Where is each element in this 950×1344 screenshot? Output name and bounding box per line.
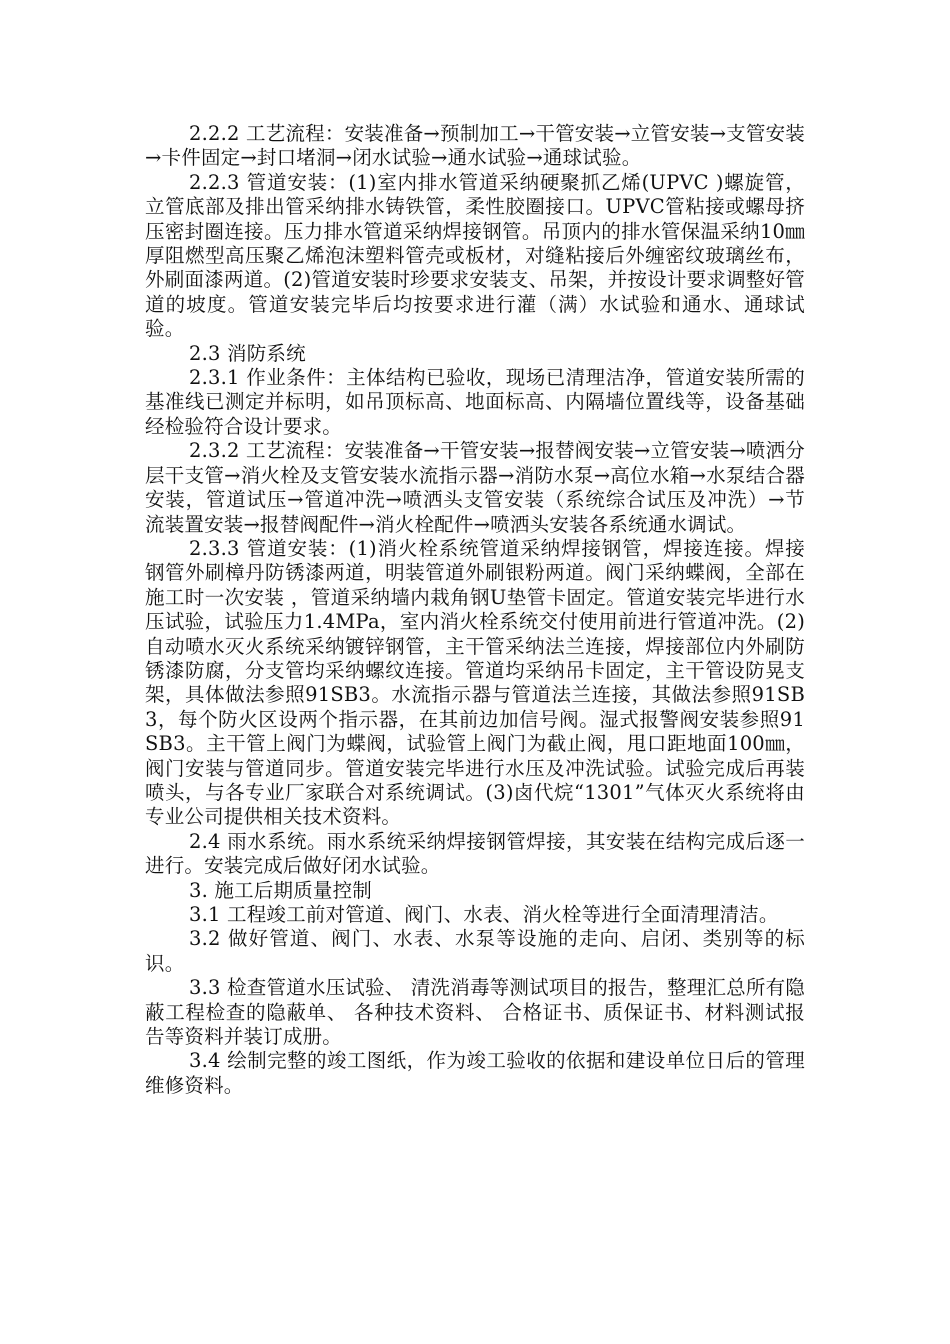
paragraph-2-2-3-pipe-installation: 2.2.3 管道安装：(1)室内排水管道采纳硬聚抓乙烯(UPVC )螺旋管，立管底部及排出管采纳排水铸铁管，柔性胶圈接口。UPVC管粘接或螺母挤压密封圈连接。压力排水管道采纳焊接钢管。吊顶内的排水管保温采纳10㎜厚阻燃型高压聚乙烯泡沫塑料管壳或板材，对缝粘接后外缠密纹玻璃丝布，外刷面漆两道。(2)管道安装时珍要求安装支、吊架，并按设计要求调整好管道的坡度。管道安装完毕后均按要求进行灌（满）水试验和通水、通球试验。 <box>145 170 805 341</box>
paragraph-3-3-inspection-reports: 3.3 检查管道水压试验、 清洗消毒等测试项目的报告，整理汇总所有隐蔽工程检查的隐蔽单、 各种技术资料、 合格证书、质保证书、材料测试报告等资料并装订成册。 <box>145 976 805 1049</box>
document-body <box>145 122 805 1098</box>
paragraph-2-3-2-process-flow: 2.3.2 工艺流程：安装准备→干管安装→报替阀安装→立管安装→喷洒分层干支管→消火栓及支管安装水流指示器→消防水泵→高位水箱→水泵结合器安装，管道试压→管道冲洗→喷洒头支管安装（系统综合试压及冲洗）→节流装置安装→报替阀配件→消火栓配件→喷洒头安装各系统通水调试。 <box>145 439 805 536</box>
paragraph-3-2-labeling: 3.2 做好管道、阀门、水表、水泵等设施的走向、启闭、类别等的标识。 <box>145 927 805 975</box>
paragraph-2-3-3-pipe-installation: 2.3.3 管道安装：(1)消火栓系统管道采纳焊接钢管，焊接连接。焊接钢管外刷樟丹防锈漆两道，明装管道外刷银粉两道。阀门采纳蝶阀，全部在施工时一次安装 ，管道采纳墙内栽角钢U垫管卡固定。管道安装完毕进行水压试验，试验压力1.4MPa，室内消火栓系统交付使用前进行管道冲洗。(2)自动喷水灭火系统采纳镀锌钢管，主干管采纳法兰连接，焊接部位内外刷防锈漆防腐，分支管均采纳螺纹连接。管道均采纳吊卡固定，主干管设防晃支架，具体做法参照91SB3。水流指示器与管道法兰连接，其做法参照91SB3，每个防火区设两个指示器，在其前边加信号阀。湿式报警阀安装参照91SB3。主干管上阀门为蝶阀，试验管上阀门为截止阀，甩口距地面100㎜，阀门安装与管道同步。管道安装完毕进行水压及冲洗试验。试验完成后再装喷头，与各专业厂家联合对系统调试。(3)卤代烷“1301”气体灭火系统将由专业公司提供相关技术资料。 <box>145 536 805 829</box>
paragraph-3-4-as-built-drawings: 3.4 绘制完整的竣工图纸，作为竣工验收的依据和建设单位日后的管理维修资料。 <box>145 1049 805 1097</box>
heading-3-quality-control: 3. 施工后期质量控制 <box>189 878 373 902</box>
heading-2-3-fire-protection: 2.3 消防系统 <box>189 341 306 365</box>
paragraph-2-2-2-process-flow: 2.2.2 工艺流程：安装准备→预制加工→干管安装→立管安装→支管安装→卡件固定→封口堵洞→闭水试验→通水试验→通球试验。 <box>145 122 805 170</box>
paragraph-3-1-cleaning: 3.1 工程竣工前对管道、阀门、水表、消火栓等进行全面清理清洁。 <box>189 903 779 926</box>
paragraph-2-3-1-work-conditions: 2.3.1 作业条件：主体结构已验收，现场已清理洁净，管道安装所需的基准线已测定并标明，如吊顶标高、地面标高、内隔墙位置线等，设备基础经检验符合设计要求。 <box>145 366 805 438</box>
paragraph-2-4-rainwater-system: 2.4 雨水系统。雨水系统采纳焊接钢管焊接，其安装在结构完成后逐一进行。安装完成后做好闭水试验。 <box>145 829 805 878</box>
